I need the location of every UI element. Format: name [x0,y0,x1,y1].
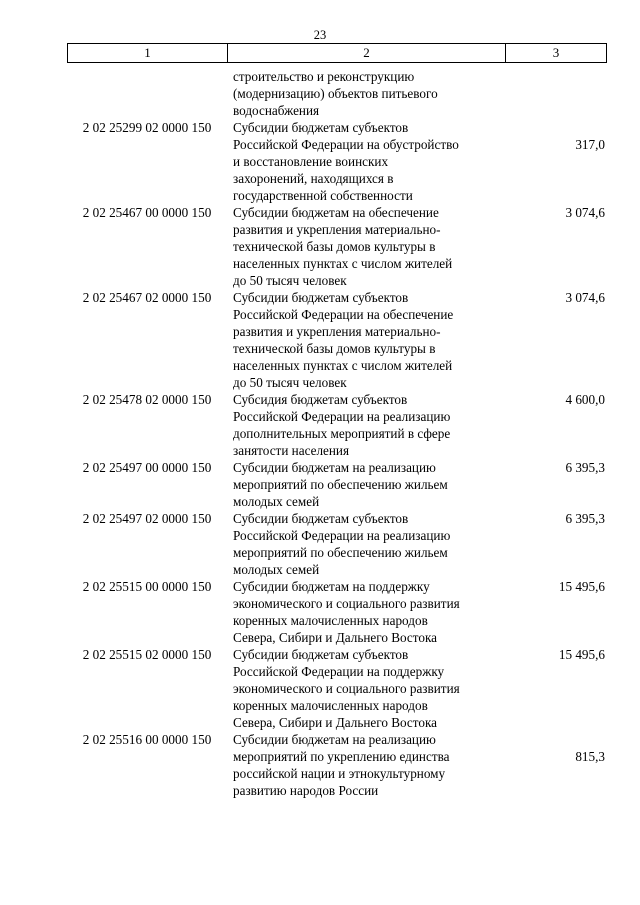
description-line: захоронений, находящихся в [233,171,394,186]
description-line: мероприятий по обеспечению жильем [233,477,448,492]
amount: 815,3 [575,749,605,764]
description-line: Российской Федерации на поддержку [233,664,445,679]
description-line: строительство и реконструкцию [233,69,415,84]
table-row [67,510,607,578]
description-line: технической базы домов культуры в [233,341,436,356]
budget-code: 2 02 25516 00 0000 150 [82,732,212,747]
description-line: Субсидия бюджетам субъектов [233,392,408,407]
description-line: коренных малочисленных народов [233,613,428,628]
table-row [67,119,607,204]
description-line: Субсидии бюджетам на реализацию [233,460,436,475]
description [229,289,501,391]
description-line: занятости населения [233,443,350,458]
description-line: мероприятий по укреплению единства [233,749,450,764]
amount: 15 495,6 [558,647,605,662]
budget-code: 2 02 25515 02 0000 150 [82,647,212,662]
header-col-3: 3 [552,45,560,60]
description-line: населенных пунктах с числом жителей [233,256,453,271]
amount: 15 495,6 [558,579,605,594]
amount: 6 395,3 [565,511,605,526]
description-line: молодых семей [233,494,320,509]
description-line: и восстановление воинских [233,154,389,169]
budget-code: 2 02 25299 02 0000 150 [82,120,212,135]
table-row [67,289,607,391]
description-line: мероприятий по обеспечению жильем [233,545,448,560]
description-line: водоснабжения [233,103,320,118]
description-line: Субсидии бюджетам субъектов [233,647,409,662]
description-line: Субсидии бюджетам субъектов [233,511,409,526]
table-row [67,731,607,799]
description-line: населенных пунктах с числом жителей [233,358,453,373]
description-line: экономического и социального развития [233,596,460,611]
amount: 6 395,3 [565,460,605,475]
description-line: Российской Федерации на обеспечение [233,307,454,322]
description-line: развитию народов России [233,783,379,798]
description [229,646,501,731]
budget-code: 2 02 25467 00 0000 150 [82,205,212,220]
amount: 4 600,0 [565,392,605,407]
description [229,731,501,799]
description-line: Российской Федерации на обустройство [233,137,459,152]
description-line: Субсидии бюджетам на обеспечение [233,205,439,220]
description [229,510,501,578]
description-line: до 50 тысяч человек [233,273,347,288]
table-row [67,459,607,510]
description [229,391,501,459]
description-line: Севера, Сибири и Дальнего Востока [233,630,438,645]
description-line: (модернизацию) объектов питьевого [233,86,438,101]
page-number: 23 [313,28,327,42]
budget-code: 2 02 25478 02 0000 150 [82,392,212,407]
budget-code: 2 02 25515 00 0000 150 [82,579,212,594]
table-row [67,578,607,646]
table-row [67,391,607,459]
budget-code: 2 02 25497 00 0000 150 [82,460,212,475]
header-col-2: 2 [228,44,506,62]
header-col-1: 1 [68,44,228,62]
description [229,459,501,510]
amount: 3 074,6 [565,290,605,305]
description-line: экономического и социального развития [233,681,460,696]
description-line: Российской Федерации на реализацию [233,528,451,543]
description-line: дополнительных мероприятий в сфере [233,426,451,441]
table-row [67,646,607,731]
description-line: технической базы домов культуры в [233,239,436,254]
description-line: коренных малочисленных народов [233,698,428,713]
description-line: государственной собственности [233,188,413,203]
description [229,204,501,289]
description [229,578,501,646]
description-line: Российской Федерации на реализацию [233,409,451,424]
description [229,68,501,119]
table-row [67,68,607,119]
description-line: до 50 тысяч человек [233,375,347,390]
table-row [67,204,607,289]
description-line: Субсидии бюджетам на поддержку [233,579,430,594]
budget-code: 2 02 25497 02 0000 150 [82,511,212,526]
description-line: Субсидии бюджетам на реализацию [233,732,436,747]
amount: 317,0 [575,137,605,152]
description-line: Севера, Сибири и Дальнего Востока [233,715,438,730]
description [229,119,501,204]
budget-code: 2 02 25467 02 0000 150 [82,290,212,305]
table-body [67,68,607,799]
table-header [67,43,607,63]
description-line: российской нации и этнокультурному [233,766,446,781]
description-line: молодых семей [233,562,320,577]
amount: 3 074,6 [565,205,605,220]
description-line: развития и укрепления материально- [233,222,441,237]
description-line: развития и укрепления материально- [233,324,441,339]
description-line: Субсидии бюджетам субъектов [233,290,409,305]
description-line: Субсидии бюджетам субъектов [233,120,409,135]
